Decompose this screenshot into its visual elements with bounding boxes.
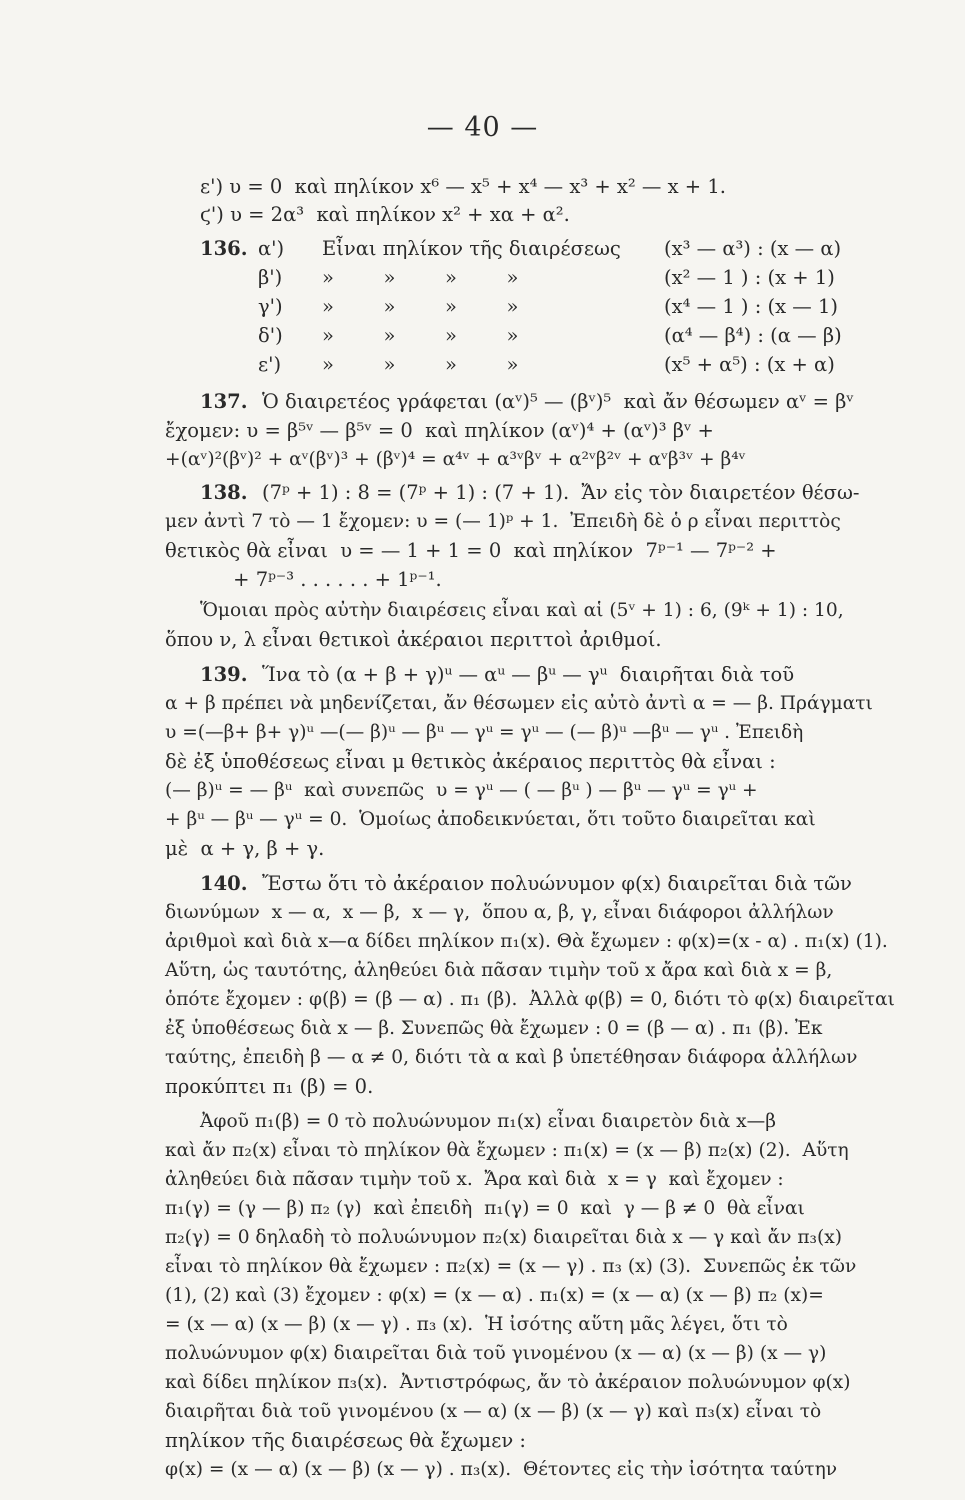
text-line: (1), (2) καὶ (3) ἔχομεν : φ(x) = (x — α) . π₁(x) = (x — α) (x — β) π₂ (x)= (165, 1285, 824, 1306)
text-line: καὶ ἄν π₂(x) εἶναι τὸ πηλίκον θὰ ἔχωμεν : π₁(x) = (x — β) π₂(x) (2). Αὕτη (165, 1140, 849, 1161)
text-line: α + β πρέπει νὰ μηδενίζεται, ἄν θέσωμεν εἰς αὐτὸ ἀντὶ α = — β. Πράγματι (165, 693, 873, 714)
text-line: μὲ α + γ, β + γ. (165, 837, 325, 860)
text-line: Αὕτη, ὡς ταυτότης, ἀληθεύει διὰ πᾶσαν τιμὴν τοῦ x ἄρα καὶ διὰ x = β, (165, 960, 833, 981)
text-line: ε') υ = 0 καὶ πηλίκον x⁶ — x⁵ + x⁴ — x³ + x² — x + 1. (200, 175, 726, 198)
ex136-text: » » » » (322, 324, 519, 347)
text-line: ἐξ ὑποθέσεως διὰ x — β. Συνεπῶς θὰ ἔχωμεν : 0 = (β — α) . π₁ (β). Ἐκ (165, 1018, 823, 1039)
exercise-number: 137. (200, 390, 248, 413)
text-line: διαιρῆται διὰ τοῦ γινομένου (x — α) (x — β) (x — γ) καὶ π₃(x) εἶναι τὸ (165, 1401, 822, 1422)
exercise-number: 138. (200, 481, 248, 504)
ex136-expr: (α⁴ — β⁴) : (α — β) (664, 324, 842, 347)
ex136-text: » » » » (322, 353, 519, 376)
text-line: + 7ᵖ⁻³ . . . . . . + 1ᵖ⁻¹. (165, 568, 442, 591)
page-number: — 40 — (426, 112, 539, 143)
text-line: + βᵘ — βᵘ — γᵘ = 0. Ὁμοίως ἀποδεικνύεται, ὅτι τοῦτο διαιρεῖται καὶ (165, 809, 816, 830)
text-line: μεν ἀντὶ 7 τὸ — 1 ἔχομεν: υ = (— 1)ᵖ + 1. Ἐπειδὴ δὲ ὁ ρ εἶναι περιττὸς (165, 511, 841, 532)
text-line: ἀληθεύει διὰ πᾶσαν τιμὴν τοῦ x. Ἄρα καὶ διὰ x = γ καὶ ἔχομεν : (165, 1169, 784, 1190)
text-line: π₁(γ) = (γ — β) π₂ (γ) καὶ ἐπειδὴ π₁(γ) = 0 καὶ γ — β ≠ 0 θὰ εἶναι (165, 1198, 805, 1219)
exercise-number: 140. (200, 872, 248, 895)
ex137-text: Ὁ διαιρετέος γράφεται (αᵛ)⁵ — (βᵛ)⁵ καὶ ἄν θέσωμεν αᵛ = βᵛ (262, 390, 854, 413)
ex136-label: γ') (258, 295, 283, 318)
ex136-expr: (x⁵ + α⁵) : (x + α) (664, 353, 835, 376)
text-line: πολυώνυμον φ(x) διαιρεῖται διὰ τοῦ γινομένου (x — α) (x — β) (x — γ) (165, 1343, 827, 1364)
ex136-label: β') (258, 266, 283, 289)
text-line: εἶναι τὸ πηλίκον θὰ ἔχωμεν : π₂(x) = (x — γ) . π₃ (x) (3). Συνεπῶς ἐκ τῶν (165, 1256, 857, 1277)
ex136-text: » » » » (322, 295, 519, 318)
text-line: φ(x) = (x — α) (x — β) (x — γ) . π₃(x). Θέτοντες εἰς τὴν ἰσότητα ταύτην (165, 1459, 838, 1480)
text-line: διωνύμων x — α, x — β, x — γ, ὅπου α, β, γ, εἶναι διάφοροι ἀλλήλων (165, 902, 834, 923)
ex136-expr: (x² — 1 ) : (x + 1) (664, 266, 835, 289)
similar-text: Ὅμοιαι πρὸς αὐτὴν διαιρέσεις εἶναι καὶ αἱ (5ᵛ + 1) : 6, (9ᵏ + 1) : 10, (200, 600, 844, 621)
text-line: +(αᵛ)²(βᵛ)² + αᵛ(βᵛ)³ + (βᵛ)⁴ = α⁴ᵛ + α³ᵛβᵛ + α²ᵛβ²ᵛ + αᵛβ³ᵛ + β⁴ᵛ (165, 449, 746, 470)
text-line: προκύπτει π₁ (β) = 0. (165, 1075, 374, 1098)
ex136-text: Εἶναι πηλίκον τῆς διαιρέσεως (322, 237, 621, 260)
ex136-label: δ') (258, 324, 283, 347)
text-line: ὅπου ν, λ εἶναι θετικοὶ ἀκέραιοι περιττοὶ ἀριθμοί. (165, 628, 662, 651)
aphou-text: Ἀφοῦ π₁(β) = 0 τὸ πολυώνυμον π₁(x) εἶναι διαιρετὸν διὰ x—β (200, 1111, 777, 1132)
text-line: ταύτης, ἐπειδὴ β — α ≠ 0, διότι τὰ α καὶ β ὑπετέθησαν διάφορα ἀλλήλων (165, 1047, 858, 1068)
ex136-text: » » » » (322, 266, 519, 289)
text-line: καὶ δίδει πηλίκον π₃(x). Ἀντιστρόφως, ἄν τὸ ἀκέραιον πολυώνυμον φ(x) (165, 1372, 851, 1393)
text-line: ϛ') υ = 2α³ καὶ πηλίκον x² + xα + α². (200, 203, 570, 226)
ex140-text: Ἔστω ὅτι τὸ ἀκέραιον πολυώνυμον φ(x) διαιρεῖται διὰ τῶν (262, 872, 852, 895)
text-line: υ =(—β+ β+ γ)ᵘ —(— β)ᵘ — βᵘ — γᵘ = γᵘ — (— β)ᵘ —βᵘ — γᵘ . Ἐπειδὴ (165, 722, 804, 743)
text-line: (— β)ᵘ = — βᵘ καὶ συνεπῶς υ = γᵘ — ( — βᵘ ) — βᵘ — γᵘ = γᵘ + (165, 780, 758, 801)
ex136-label: α') (258, 237, 285, 260)
ex139-text: Ἵνα τὸ (α + β + γ)ᵘ — αᵘ — βᵘ — γᵘ διαιρῆται διὰ τοῦ (262, 663, 795, 686)
text-line: ἀριθμοὶ καὶ διὰ x—α δίδει πηλίκον π₁(x). Θὰ ἔχωμεν : φ(x)=(x - α) . π₁(x) (1). (165, 931, 888, 952)
text-line: ἔχομεν: υ = β⁵ᵛ — β⁵ᵛ = 0 καὶ πηλίκον (αᵛ)⁴ + (αᵛ)³ βᵛ + (165, 419, 714, 442)
text-line: πηλίκον τῆς διαιρέσεως θὰ ἔχωμεν : (165, 1429, 526, 1452)
exercise-number: 139. (200, 663, 248, 686)
text-line: = (x — α) (x — β) (x — γ) . π₃ (x). Ἡ ἰσότης αὕτη μᾶς λέγει, ὅτι τὸ (165, 1314, 788, 1335)
text-line: δὲ ἐξ ὑποθέσεως εἶναι μ θετικὸς ἀκέραιος περιττὸς θὰ εἶναι : (165, 750, 776, 773)
text-line: π₂(γ) = 0 δηλαδὴ τὸ πολυώνυμον π₂(x) διαιρεῖται διὰ x — γ καὶ ἄν π₃(x) (165, 1227, 843, 1248)
ex138-text: (7ᵖ + 1) : 8 = (7ᵖ + 1) : (7 + 1). Ἄν εἰς τὸν διαιρετέον θέσω- (262, 481, 860, 504)
exercise-number: 136. (200, 237, 248, 260)
ex136-expr: (x³ — α³) : (x — α) (664, 237, 842, 260)
text-line: θετικὸς θὰ εἶναι υ = — 1 + 1 = 0 καὶ πηλίκον 7ᵖ⁻¹ — 7ᵖ⁻² + (165, 539, 777, 562)
text-line: ὁπότε ἔχομεν : φ(β) = (β — α) . π₁ (β). Ἀλλὰ φ(β) = 0, διότι τὸ φ(x) διαιρεῖται (165, 989, 895, 1010)
ex136-expr: (x⁴ — 1 ) : (x — 1) (664, 295, 839, 318)
ex136-label: ε') (258, 353, 282, 376)
